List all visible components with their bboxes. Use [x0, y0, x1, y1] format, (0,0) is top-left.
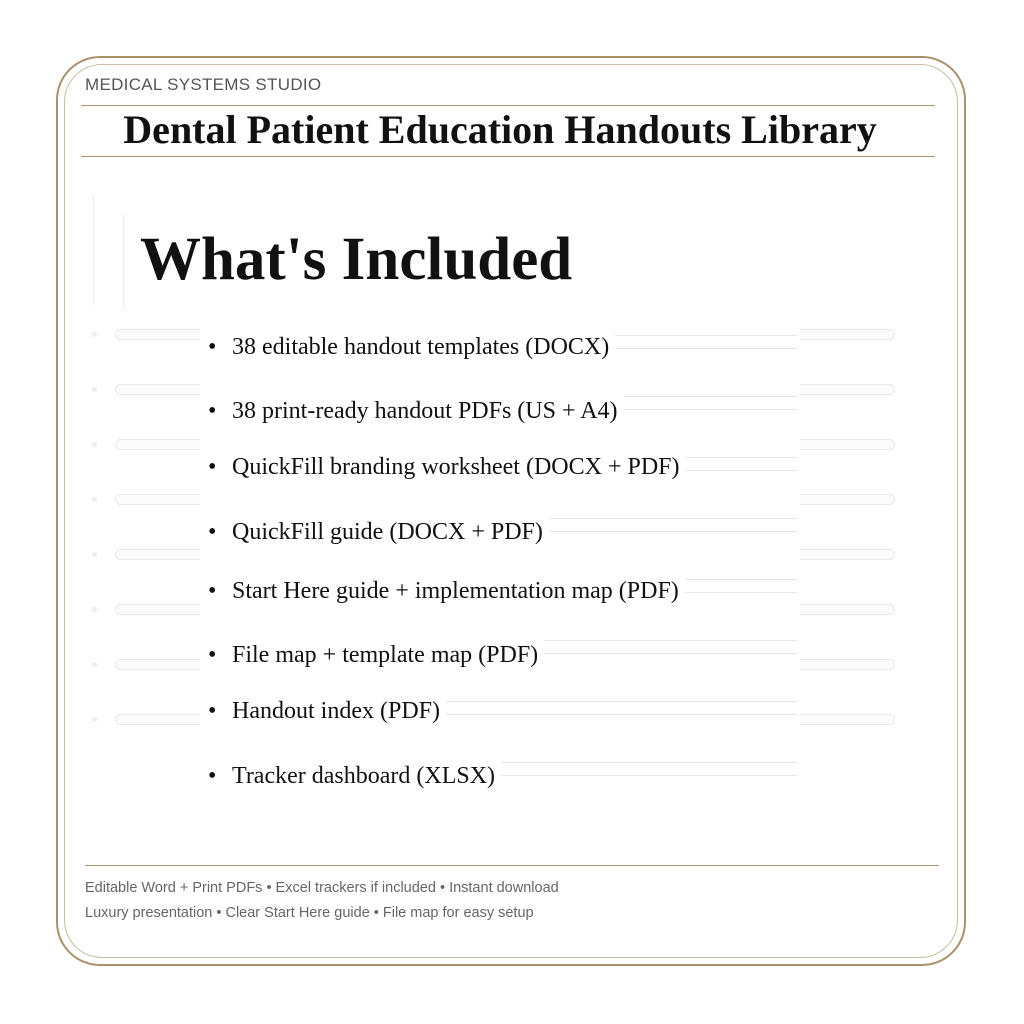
bullet-icon: •	[208, 578, 217, 604]
bullet-icon: •	[208, 398, 217, 424]
ghost-bullet-decoration	[92, 717, 97, 722]
list-item	[208, 640, 544, 670]
ghost-bar-decoration	[122, 215, 125, 310]
brand-label: MEDICAL SYSTEMS STUDIO	[85, 75, 322, 94]
list-item	[208, 332, 615, 362]
bullet-icon: •	[208, 334, 217, 360]
list-item	[208, 696, 446, 726]
ghost-bullet-decoration	[92, 332, 97, 337]
section-heading: What's Included	[140, 226, 573, 293]
ghost-bullet-decoration	[92, 387, 97, 392]
bullet-icon: •	[208, 642, 217, 668]
ghost-bar-decoration	[92, 195, 95, 305]
list-item-label: Handout index (PDF)	[232, 698, 440, 724]
ghost-bullet-decoration	[92, 442, 97, 447]
header-rule-bottom	[81, 156, 935, 157]
list-item-label: QuickFill branding worksheet (DOCX + PDF)	[232, 454, 680, 480]
bullet-icon: •	[208, 763, 217, 789]
footer-line-features: Editable Word + Print PDFs • Excel trackers if included • Instant download	[85, 880, 559, 896]
list-item-label: File map + template map (PDF)	[232, 642, 539, 668]
footer-line-presentation: Luxury presentation • Clear Start Here guide • File map for easy setup	[85, 905, 534, 921]
bullet-icon: •	[208, 454, 217, 480]
list-item	[208, 761, 501, 791]
list-item-label: Tracker dashboard (XLSX)	[232, 763, 496, 789]
list-item	[208, 396, 624, 426]
bullet-icon: •	[208, 698, 217, 724]
list-item	[208, 517, 549, 547]
included-list-panel	[200, 318, 800, 808]
ghost-bullet-decoration	[92, 607, 97, 612]
page-title: Dental Patient Education Handouts Library	[123, 107, 877, 152]
list-item-label: 38 editable handout templates (DOCX)	[232, 334, 610, 360]
list-item-label: QuickFill guide (DOCX + PDF)	[232, 519, 543, 545]
ghost-bullet-decoration	[92, 497, 97, 502]
footer-rule	[85, 865, 939, 866]
ghost-bullet-decoration	[92, 552, 97, 557]
list-item-label: 38 print-ready handout PDFs (US + A4)	[232, 398, 618, 424]
list-item-label: Start Here guide + implementation map (PDF)	[232, 578, 679, 604]
list-item	[208, 452, 686, 482]
bullet-icon: •	[208, 519, 217, 545]
ghost-bullet-decoration	[92, 662, 97, 667]
list-item	[208, 576, 685, 606]
